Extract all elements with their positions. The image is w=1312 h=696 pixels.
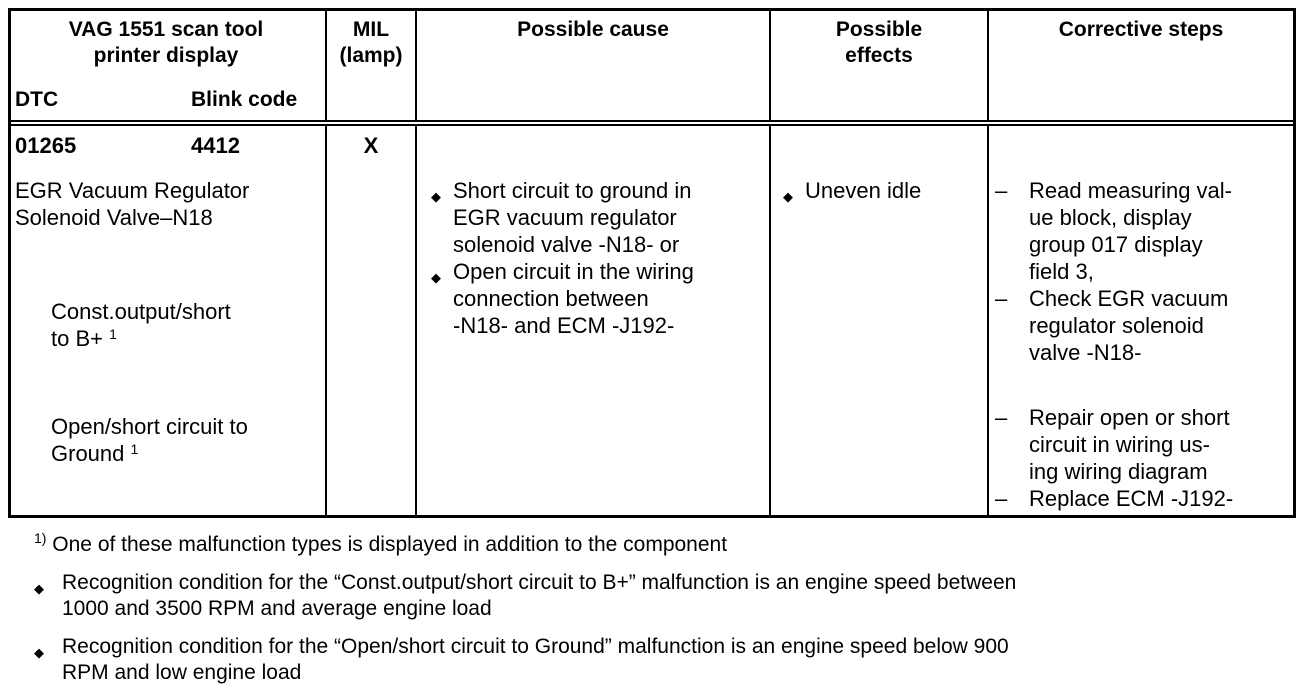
step-line: group 017 display [1029,232,1203,257]
step-line: ing wiring diagram [1029,459,1208,484]
malfunction1-line2-wrap [51,325,231,352]
cause-line: connection between [453,286,649,311]
header-separator [11,120,1293,126]
step-item [995,485,1295,512]
cause-item [431,258,767,339]
header-effects-line2: effects [845,44,913,67]
header-corrective-steps: Corrective steps [1058,18,1224,41]
header-possible-cause: Possible cause [517,18,669,41]
blink-code: 4412 [191,133,240,158]
header-effects-line1: Possible [835,18,923,41]
column-divider [415,11,417,515]
diamond-bullet-icon: ◆ [431,270,441,285]
header-possible-effects [771,17,987,69]
header-mil-line2: (lamp) [339,44,403,67]
dash-bullet-icon: – [995,286,1008,311]
effect-item [783,177,983,204]
step-line: ue block, display [1029,205,1192,230]
column-divider [987,11,989,515]
cause-item [431,177,767,258]
step-line: Check EGR vacuum [1029,286,1229,311]
cause-line: EGR vacuum regulator [453,205,677,230]
diamond-bullet-icon: ◆ [34,645,44,660]
malfunction1-footnote-ref: 1 [109,326,117,342]
malfunction1-line1: Const.output/short [51,299,231,324]
malfunction-open-short [51,413,248,467]
header-dtc: DTC [15,88,59,111]
diamond-bullet-icon: ◆ [431,189,441,204]
effects-list [783,177,983,204]
step-line: field 3, [1029,259,1094,284]
effect-line: Uneven idle [805,178,922,203]
header-scan-tool-line2: printer display [93,44,239,67]
malfunction1-line2: to B+ [51,326,103,351]
dash-bullet-icon: – [995,486,1008,511]
header-mil [327,17,415,69]
cause-line: Open circuit in the wiring [453,259,694,284]
malfunction-const-output [51,298,231,352]
component-name-line1: EGR Vacuum Regulator [15,178,250,203]
dtc-table [8,8,1296,518]
cause-line: Short circuit to ground in [453,178,692,203]
recognition-note-open-short [34,634,1294,686]
diamond-bullet-icon: ◆ [783,189,793,204]
malfunction2-line2: Ground [51,441,125,466]
step-line: Repair open or short [1029,405,1230,430]
header-scan-tool-line1: VAG 1551 scan tool [68,18,264,41]
dash-bullet-icon: – [995,405,1008,430]
cause-line: solenoid valve -N18- or [453,232,680,257]
cause-line: -N18- and ECM -J192- [453,313,675,338]
cause-list [431,177,767,339]
header-scan-tool [31,17,301,69]
step-item [995,404,1295,485]
malfunction2-line1: Open/short circuit to [51,414,248,439]
step-line: Replace ECM -J192- [1029,486,1234,511]
column-divider [325,11,327,515]
component-name [15,177,249,231]
step-line: Read measuring val- [1029,178,1232,203]
header-blink-code: Blink code [191,88,298,111]
step-line: valve -N18- [1029,340,1142,365]
mil-indicator: X [363,133,379,158]
step-line: regulator solenoid [1029,313,1204,338]
note1-line2: 1000 and 3500 RPM and average engine load [62,597,492,620]
corrective-steps-group1 [995,177,1295,366]
note1-line1: Recognition condition for the “Const.output/short circuit to B+” malfunction is an engine speed between [62,571,1017,594]
note2-line1: Recognition condition for the “Open/short circuit to Ground” malfunction is an engine speed below 900 [62,635,1009,658]
component-name-line2: Solenoid Valve–N18 [15,205,213,230]
recognition-note-const-output [34,570,1294,622]
footnote-text: One of these malfunction types is displayed in addition to the component [52,533,728,556]
corrective-steps-group2 [995,404,1295,512]
malfunction2-footnote-ref: 1 [130,441,139,457]
step-item [995,177,1295,285]
dtc-code: 01265 [15,133,77,158]
step-line: circuit in wiring us- [1029,432,1210,457]
header-mil-line1: MIL [352,18,390,41]
footnote-marker: 1) [34,530,47,546]
footnote-1 [34,532,727,558]
dash-bullet-icon: – [995,178,1008,203]
diamond-bullet-icon: ◆ [34,581,44,596]
malfunction2-line2-wrap [51,440,248,467]
step-item [995,285,1295,366]
column-divider [769,11,771,515]
note2-line2: RPM and low engine load [62,661,302,684]
